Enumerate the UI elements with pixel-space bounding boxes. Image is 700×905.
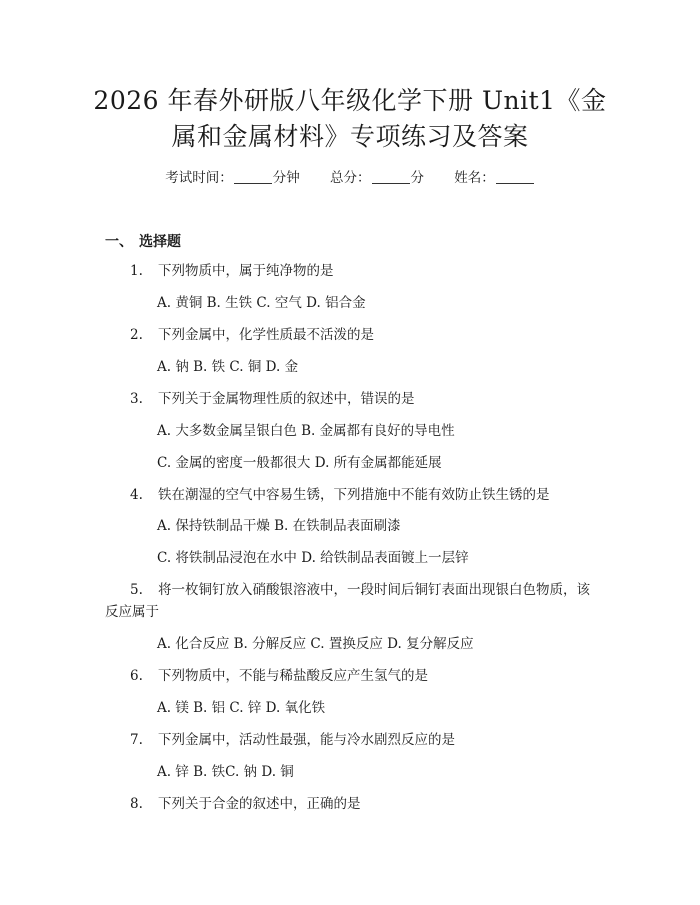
question-text: 将一枚铜钉放入硝酸银溶液中，一段时间后铜钉表面出现银白色物质，该 (158, 582, 590, 598)
total-score-blank (372, 171, 410, 184)
total-score-label: 总分： (330, 170, 371, 186)
question-number: 4. (130, 487, 143, 503)
question-3-options-line-1: A. 大多数金属呈银白色 B. 金属都有良好的导电性 (157, 423, 455, 439)
section-number: 一、 (105, 234, 133, 250)
question-7-options: A. 锌 B. 铁C. 钠 D. 铜 (157, 764, 294, 780)
question-6 (130, 667, 428, 685)
question-4-options-line-1: A. 保持铁制品干燥 B. 在铁制品表面刷漆 (157, 518, 401, 534)
question-3-options-line-2: C. 金属的密度一般都很大 D. 所有金属都能延展 (157, 455, 442, 471)
question-text: 下列物质中，不能与稀盐酸反应产生氢气的是 (158, 668, 428, 684)
total-score-unit: 分 (410, 170, 424, 186)
question-number: 8. (130, 796, 143, 812)
question-number: 2. (130, 327, 143, 343)
question-3 (130, 390, 415, 408)
question-number: 6. (130, 668, 143, 684)
question-text: 铁在潮湿的空气中容易生锈，下列措施中不能有效防止铁生锈的是 (158, 487, 550, 503)
exam-time-blank (234, 171, 272, 184)
question-6-options: A. 镁 B. 铝 C. 锌 D. 氧化铁 (157, 700, 326, 716)
student-name-field (454, 169, 535, 187)
question-number: 1. (130, 263, 143, 279)
page-title-line-1: 2026 年春外研版八年级化学下册 Unit1《金 (93, 86, 607, 115)
question-4 (130, 486, 550, 504)
question-5-options: A. 化合反应 B. 分解反应 C. 置换反应 D. 复分解反应 (157, 636, 474, 652)
exam-time-unit: 分钟 (272, 170, 300, 186)
question-4-options-line-2: C. 将铁制品浸泡在水中 D. 给铁制品表面镀上一层锌 (157, 550, 469, 566)
question-text: 下列关于合金的叙述中，正确的是 (158, 796, 361, 812)
exam-info-row (0, 169, 700, 187)
question-number: 7. (130, 732, 143, 748)
question-text: 下列金属中，活动性最强，能与冷水剧烈反应的是 (158, 732, 455, 748)
question-5 (130, 581, 590, 599)
question-2-options: A. 钠 B. 铁 C. 铜 D. 金 (157, 359, 299, 375)
exam-time-label: 考试时间： (165, 170, 233, 186)
section-heading (105, 231, 181, 251)
total-score-field (330, 169, 424, 187)
question-5-text-continued: 反应属于 (105, 604, 159, 620)
student-name-blank (496, 171, 534, 184)
question-number: 3. (130, 391, 143, 407)
question-8 (130, 795, 361, 813)
question-number: 5. (130, 582, 143, 598)
question-text: 下列金属中，化学性质最不活泼的是 (158, 327, 374, 343)
page-title-line-2: 属和金属材料》专项练习及答案 (171, 122, 529, 151)
question-1-options: A. 黄铜 B. 生铁 C. 空气 D. 铝合金 (157, 295, 366, 311)
question-1 (130, 262, 334, 280)
exam-time-field (165, 169, 300, 187)
question-text: 下列关于金属物理性质的叙述中，错误的是 (158, 391, 415, 407)
question-2 (130, 326, 374, 344)
question-text: 下列物质中，属于纯净物的是 (158, 263, 334, 279)
question-7 (130, 731, 455, 749)
section-title: 选择题 (139, 234, 181, 250)
student-name-label: 姓名： (454, 170, 495, 186)
